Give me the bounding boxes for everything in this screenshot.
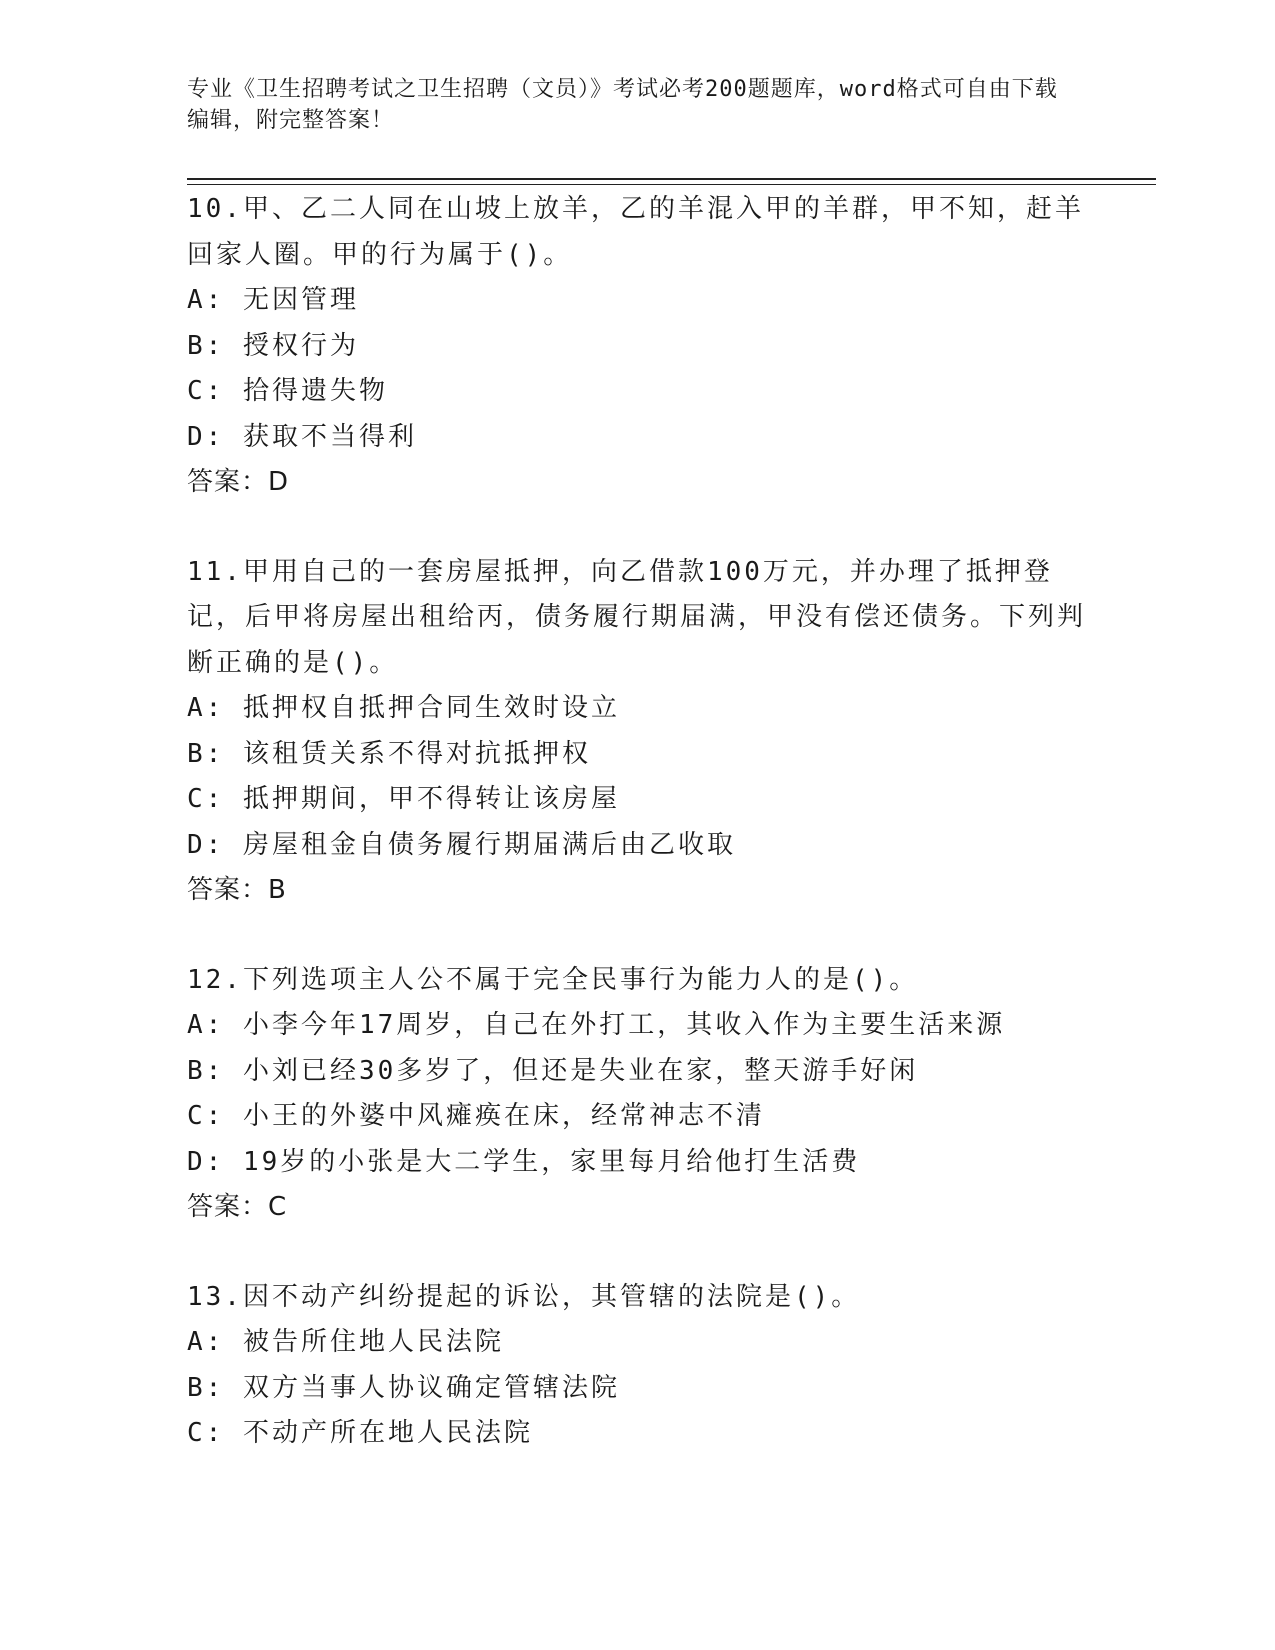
option-c: C: 抵押期间，甲不得转让该房屋 [187,784,620,814]
divider-line [187,178,1156,180]
divider-line-thin [187,184,1156,185]
option-c: C: 拾得遗失物 [187,376,388,406]
answer-line: 答案：D [187,467,290,497]
question-10 [187,187,1087,506]
question-list [187,187,1087,1457]
option-d: D: 获取不当得利 [187,421,417,452]
option-c: C: 小王的外婆中风瘫痪在床，经常神志不清 [187,1101,765,1131]
option-b: B: 该租赁关系不得对抗抵押权 [187,738,591,769]
question-12 [187,958,1087,1231]
spacer [187,1231,1087,1275]
document-intro: 专业《卫生招聘考试之卫生招聘（文员）》考试必考200题题库，word格式可自由下载编辑，附完整答案！ [187,77,1058,133]
question-stem: 13.因不动产纠纷提起的诉讼，其管辖的法院是()。 [187,1281,861,1312]
option-d: D: 房屋租金自债务履行期届满后由乙收取 [187,829,736,860]
option-c: C: 不动产所在地人民法院 [187,1418,533,1448]
spacer [187,506,1087,550]
option-a: A: 无因管理 [187,285,359,315]
answer-line: 答案：B [187,875,287,905]
answer-line: 答案：C [187,1192,288,1222]
question-11 [187,550,1087,914]
spacer [187,914,1087,958]
option-b: B: 小刘已经30多岁了，但还是失业在家，整天游手好闲 [187,1055,919,1086]
option-a: A: 小李今年17周岁，自己在外打工，其收入作为主要生活来源 [187,1010,1006,1040]
question-stem: 12.下列选项主人公不属于完全民事行为能力人的是()。 [187,964,919,995]
option-b: B: 双方当事人协议确定管辖法院 [187,1372,620,1403]
option-a: A: 抵押权自抵押合同生效时设立 [187,693,620,723]
option-d: D: 19岁的小张是大二学生，家里每月给他打生活费 [187,1146,861,1177]
question-stem: 10.甲、乙二人同在山坡上放羊，乙的羊混入甲的羊群，甲不知，赶羊回家人圈。甲的行为属于()。 [187,194,1084,270]
question-13 [187,1275,1087,1457]
option-b: B: 授权行为 [187,330,359,361]
option-a: A: 被告所住地人民法院 [187,1327,504,1357]
question-stem: 11.甲用自己的一套房屋抵押，向乙借款100万元，并办理了抵押登记，后甲将房屋出租给丙，债务履行期届满，甲没有偿还债务。下列判断正确的是()。 [187,556,1087,678]
